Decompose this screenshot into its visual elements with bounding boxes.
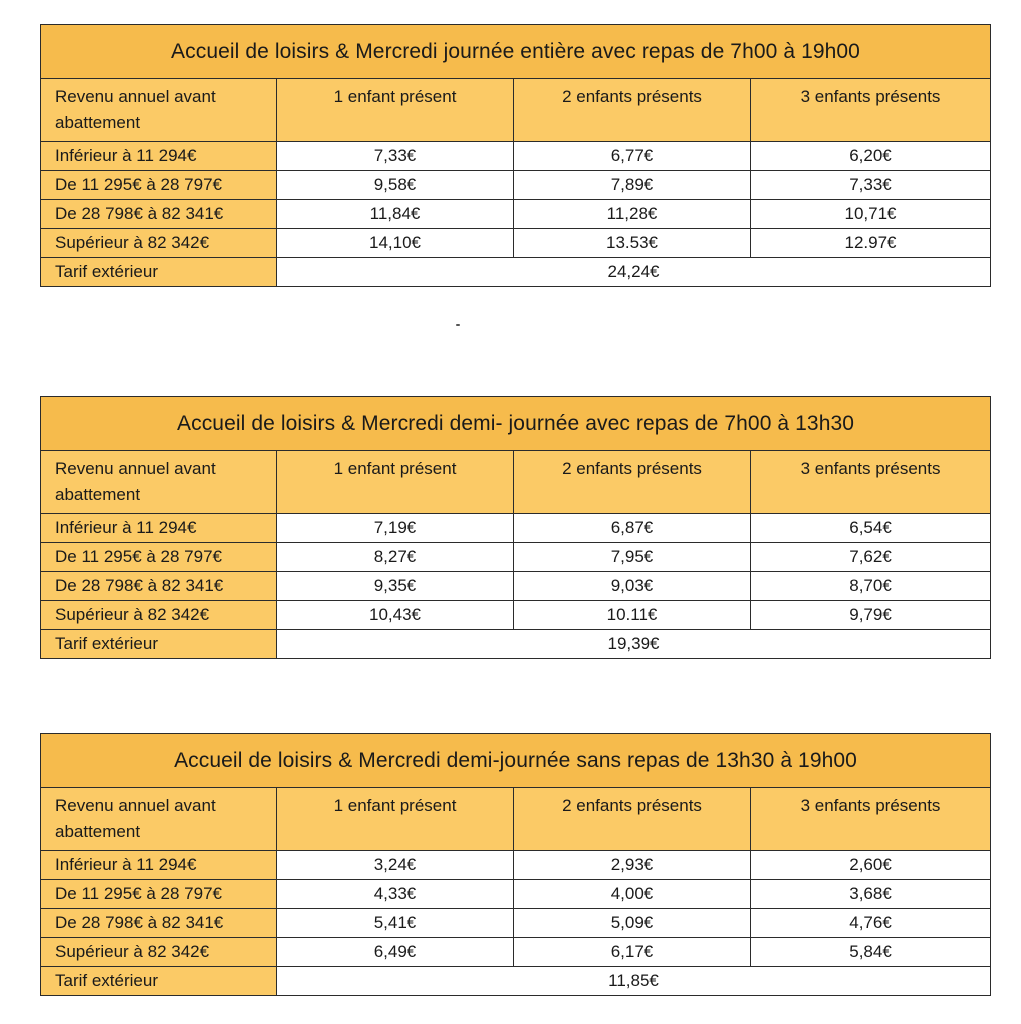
price-1-child: 7,19€ [277,514,514,543]
header-2-children: 2 enfants présents [514,788,751,851]
exterior-rate-label: Tarif extérieur [41,967,277,996]
price-2-children: 13.53€ [514,229,751,258]
table-row [41,142,991,171]
table-header-row [41,451,991,514]
price-1-child: 9,35€ [277,572,514,601]
price-3-children: 2,60€ [751,851,991,880]
table-row [41,572,991,601]
exterior-rate-label: Tarif extérieur [41,258,277,287]
price-3-children: 6,54€ [751,514,991,543]
header-2-children: 2 enfants présents [514,79,751,142]
income-bracket-label: De 11 295€ à 28 797€ [41,171,277,200]
price-1-child: 14,10€ [277,229,514,258]
header-3-children: 3 enfants présents [751,451,991,514]
price-2-children: 5,09€ [514,909,751,938]
exterior-rate-value: 11,85€ [277,967,991,996]
table-row [41,200,991,229]
tariff-table-half-day-with-meal [40,396,991,659]
table-row [41,601,991,630]
price-2-children: 7,89€ [514,171,751,200]
table-row [41,514,991,543]
table-row [41,880,991,909]
income-bracket-label: Supérieur à 82 342€ [41,938,277,967]
price-2-children: 2,93€ [514,851,751,880]
price-3-children: 10,71€ [751,200,991,229]
price-3-children: 3,68€ [751,880,991,909]
price-2-children: 9,03€ [514,572,751,601]
price-3-children: 6,20€ [751,142,991,171]
header-revenue: Revenu annuel avant abattement [41,451,277,514]
header-1-child: 1 enfant présent [277,79,514,142]
header-3-children: 3 enfants présents [751,79,991,142]
tariff-table-half-day-without-meal [40,733,991,996]
table-row [41,938,991,967]
header-2-children: 2 enfants présents [514,451,751,514]
income-bracket-label: De 11 295€ à 28 797€ [41,880,277,909]
exterior-rate-value: 19,39€ [277,630,991,659]
price-2-children: 7,95€ [514,543,751,572]
price-3-children: 7,62€ [751,543,991,572]
price-3-children: 4,76€ [751,909,991,938]
income-bracket-label: De 11 295€ à 28 797€ [41,543,277,572]
header-revenue: Revenu annuel avant abattement [41,79,277,142]
price-3-children: 7,33€ [751,171,991,200]
price-2-children: 11,28€ [514,200,751,229]
table-title: Accueil de loisirs & Mercredi demi- journée avec repas de 7h00 à 13h30 [41,397,991,451]
price-3-children: 9,79€ [751,601,991,630]
exterior-rate-row [41,967,991,996]
price-3-children: 8,70€ [751,572,991,601]
table-header-row [41,79,991,142]
price-2-children: 6,77€ [514,142,751,171]
table-title: Accueil de loisirs & Mercredi demi-journée sans repas de 13h30 à 19h00 [41,734,991,788]
income-bracket-label: De 28 798€ à 82 341€ [41,200,277,229]
price-3-children: 5,84€ [751,938,991,967]
income-bracket-label: Supérieur à 82 342€ [41,229,277,258]
scan-speck [456,324,460,326]
income-bracket-label: Supérieur à 82 342€ [41,601,277,630]
header-1-child: 1 enfant présent [277,788,514,851]
table-row [41,851,991,880]
income-bracket-label: Inférieur à 11 294€ [41,142,277,171]
price-1-child: 11,84€ [277,200,514,229]
exterior-rate-label: Tarif extérieur [41,630,277,659]
header-1-child: 1 enfant présent [277,451,514,514]
price-1-child: 7,33€ [277,142,514,171]
table-header-row [41,788,991,851]
price-2-children: 6,17€ [514,938,751,967]
exterior-rate-value: 24,24€ [277,258,991,287]
price-1-child: 6,49€ [277,938,514,967]
price-2-children: 6,87€ [514,514,751,543]
price-3-children: 12.97€ [751,229,991,258]
price-1-child: 5,41€ [277,909,514,938]
income-bracket-label: Inférieur à 11 294€ [41,851,277,880]
table-title: Accueil de loisirs & Mercredi journée entière avec repas de 7h00 à 19h00 [41,25,991,79]
price-1-child: 8,27€ [277,543,514,572]
exterior-rate-row [41,630,991,659]
table-row [41,229,991,258]
price-1-child: 4,33€ [277,880,514,909]
price-2-children: 10.11€ [514,601,751,630]
income-bracket-label: De 28 798€ à 82 341€ [41,572,277,601]
price-1-child: 9,58€ [277,171,514,200]
income-bracket-label: De 28 798€ à 82 341€ [41,909,277,938]
price-1-child: 3,24€ [277,851,514,880]
header-revenue: Revenu annuel avant abattement [41,788,277,851]
income-bracket-label: Inférieur à 11 294€ [41,514,277,543]
price-1-child: 10,43€ [277,601,514,630]
exterior-rate-row [41,258,991,287]
table-row [41,909,991,938]
tariff-table-full-day [40,24,991,287]
price-2-children: 4,00€ [514,880,751,909]
table-row [41,543,991,572]
table-row [41,171,991,200]
header-3-children: 3 enfants présents [751,788,991,851]
